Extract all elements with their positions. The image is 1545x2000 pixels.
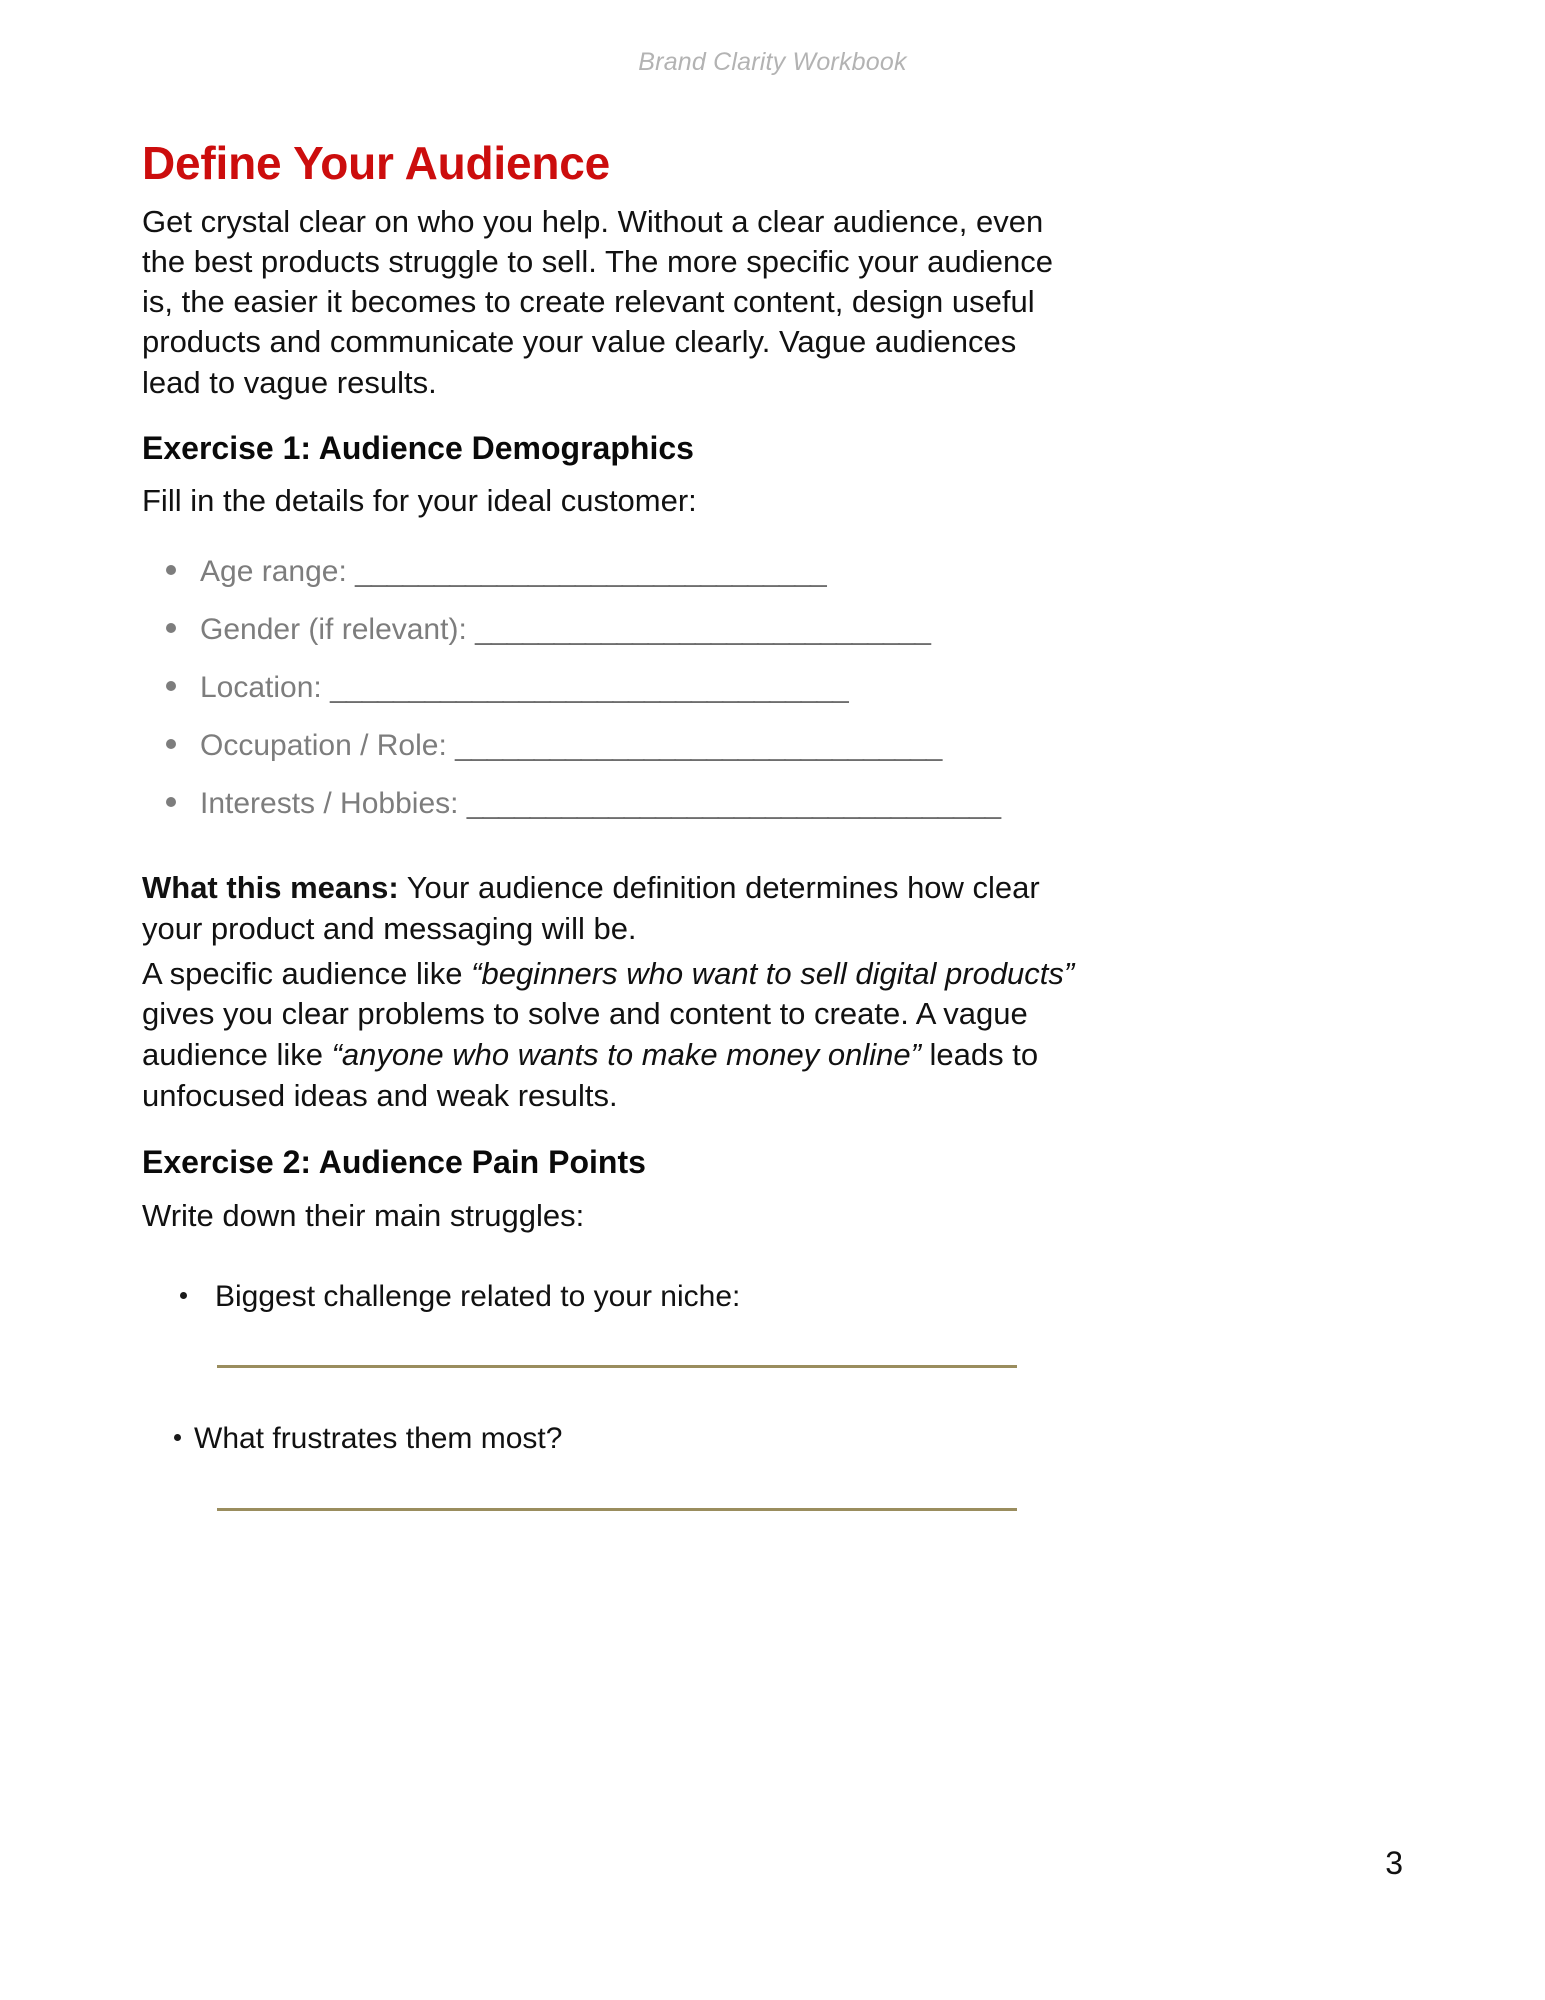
fill-in-blank[interactable]: ______________________________ — [355, 554, 826, 588]
spacer — [142, 1368, 1302, 1420]
list-item — [200, 728, 1302, 764]
field-label: Gender (if relevant): — [200, 612, 467, 646]
list-item — [200, 670, 1302, 706]
example-quote-specific: “beginners who want to sell digital products” — [471, 955, 1075, 991]
bullet-icon — [166, 623, 176, 633]
bullet-icon — [180, 1292, 187, 1299]
exercise-2-prompt: Write down their main struggles: — [142, 1197, 585, 1233]
pain-point-label: What frustrates them most? — [194, 1422, 563, 1456]
fill-in-blank[interactable]: _____________________________ — [475, 612, 930, 646]
example-text-2: gives you clear problems to solve and content to create. A vague audience like — [142, 996, 1028, 1073]
bullet-icon — [166, 565, 176, 575]
exercise-1-prompt: Fill in the details for your ideal customer: — [142, 483, 697, 519]
fill-in-blank[interactable]: __________________________________ — [466, 786, 1001, 820]
pain-points-list — [142, 1278, 1302, 1511]
field-label: Interests / Hobbies: — [200, 786, 459, 820]
pain-point-label: Biggest challenge related to your niche: — [215, 1279, 741, 1313]
intro-paragraph: Get crystal clear on who you help. Without a clear audience, even the best products struggle to sell. The more specific your audience is, the easier it becomes to create relevant content, design useful products and communicate your value clearly. Vague audiences lead to vague results. — [142, 203, 1053, 400]
bullet-icon — [166, 739, 176, 749]
what-this-means-text: Your audience definition determines how clear your product and messaging will be. — [142, 869, 1040, 946]
example-text-1: A specific audience like — [142, 955, 472, 991]
example-text-3: leads to unfocused ideas and weak results. — [142, 1037, 1039, 1114]
bullet-icon — [174, 1434, 181, 1441]
list-item — [200, 554, 1302, 590]
fill-in-blank[interactable]: _______________________________ — [455, 728, 942, 762]
what-this-means-paragraph — [142, 868, 1087, 950]
list-item — [142, 1420, 1302, 1458]
what-this-means-label: What this means: — [142, 869, 399, 905]
field-label: Age range: — [200, 554, 347, 588]
list-item — [200, 786, 1302, 822]
bullet-icon — [166, 797, 176, 807]
what-this-means-block — [142, 868, 1302, 1117]
list-item — [200, 612, 1302, 648]
example-quote-vague: “anyone who wants to make money online” — [331, 1037, 921, 1073]
demographics-field-list — [142, 554, 1302, 822]
list-item — [142, 1278, 1302, 1316]
exercise-2-heading: Exercise 2: Audience Pain Points — [142, 1144, 646, 1181]
bullet-icon — [166, 681, 176, 691]
answer-line[interactable] — [217, 1508, 1017, 1511]
page-content — [142, 138, 1302, 1511]
page-number: 3 — [1385, 1845, 1403, 1881]
running-header: Brand Clarity Workbook — [638, 48, 907, 76]
exercise-1-heading: Exercise 1: Audience Demographics — [142, 430, 694, 466]
audience-example-paragraph — [142, 954, 1087, 1118]
page-title: Define Your Audience — [142, 137, 611, 189]
fill-in-blank[interactable]: _________________________________ — [330, 670, 848, 704]
field-label: Location: — [200, 670, 322, 704]
field-label: Occupation / Role: — [200, 728, 447, 762]
